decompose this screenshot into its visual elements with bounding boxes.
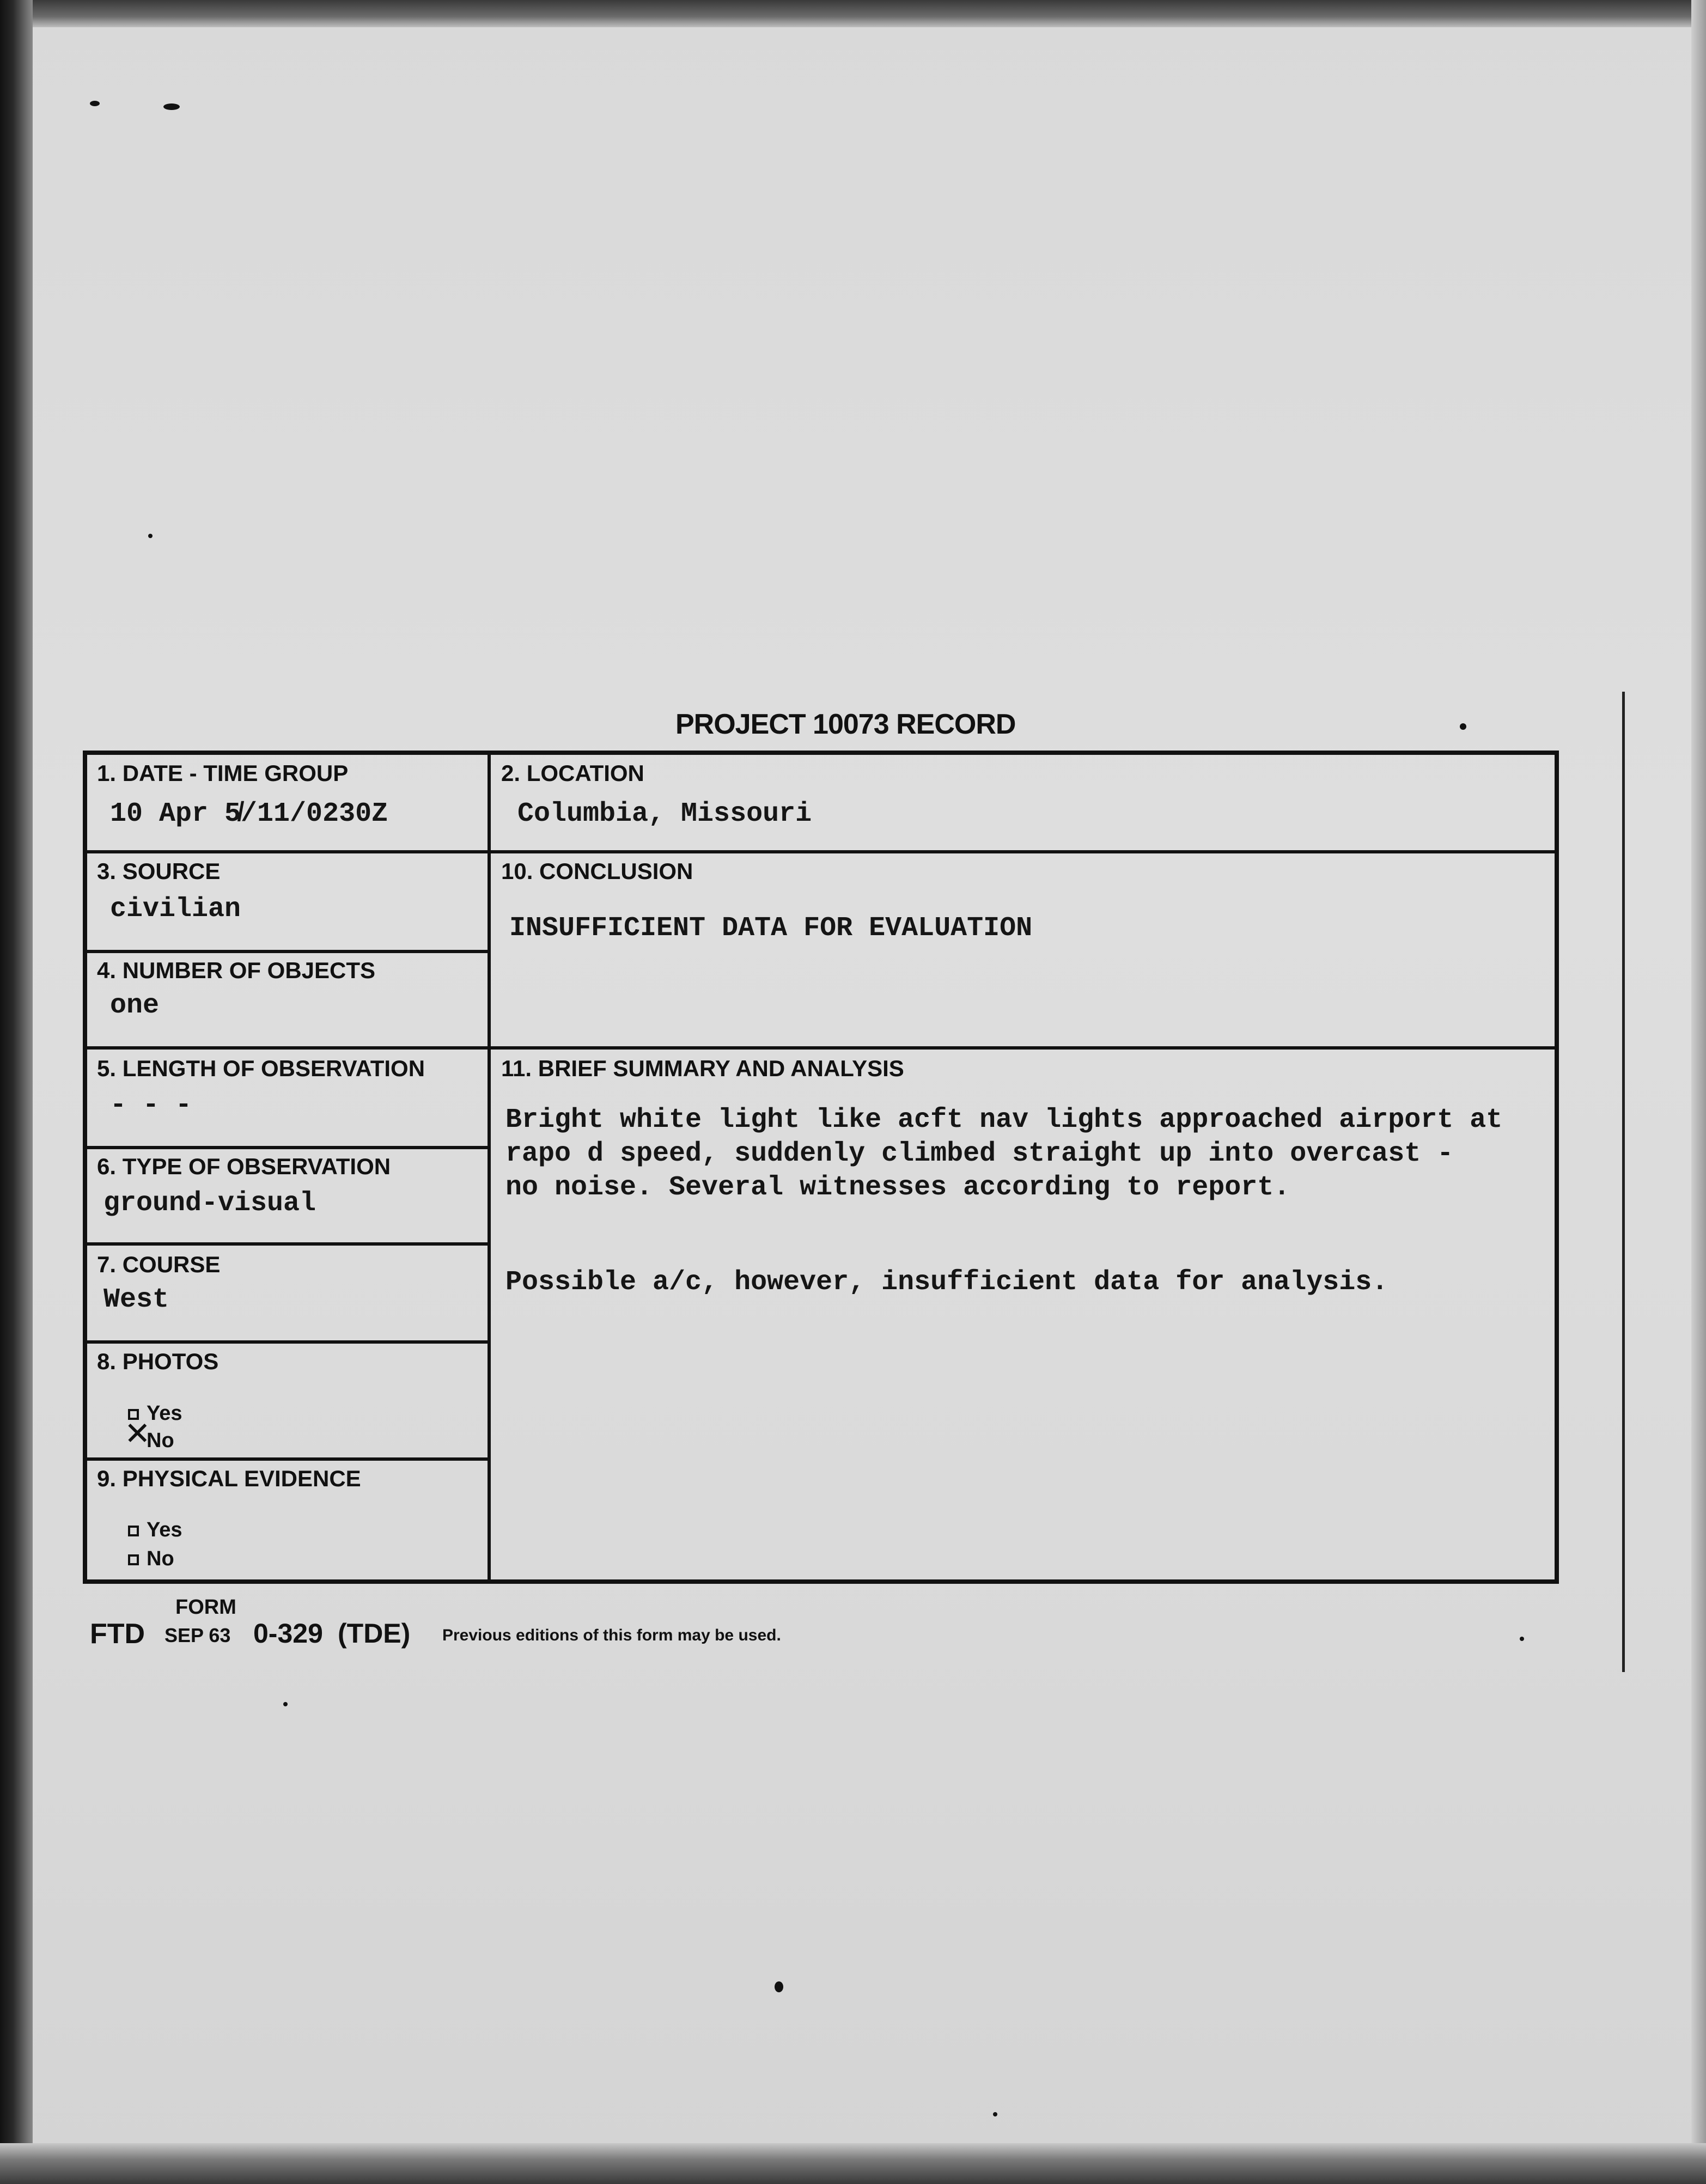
row-divider xyxy=(87,1457,488,1461)
conclusion-value: INSUFFICIENT DATA FOR EVALUATION xyxy=(509,913,1033,944)
location-label: 2. LOCATION xyxy=(501,760,644,786)
scan-speck xyxy=(163,103,180,110)
summary-line: no noise. Several witnesses according to report. xyxy=(505,1172,1290,1203)
scan-speck xyxy=(1460,723,1466,730)
column-divider xyxy=(488,755,491,1579)
footer-note: Previous editions of this form may be used. xyxy=(442,1626,781,1644)
number-of-objects-value: one xyxy=(110,990,160,1021)
course-label: 7. COURSE xyxy=(97,1252,221,1277)
scan-top-border xyxy=(0,0,1706,27)
footer-form-word: FORM xyxy=(175,1596,236,1619)
summary-label: 11. BRIEF SUMMARY AND ANALYSIS xyxy=(501,1056,904,1081)
type-of-observation-label: 6. TYPE OF OBSERVATION xyxy=(97,1154,391,1179)
summary-line: rapo d speed, suddenly climbed straight up into overcast - xyxy=(505,1138,1454,1169)
footer-office: (TDE) xyxy=(338,1618,411,1649)
source-value: civilian xyxy=(110,894,241,925)
scan-speck xyxy=(993,2112,997,2116)
scan-speck xyxy=(775,1981,783,1992)
conclusion-label: 10. CONCLUSION xyxy=(501,858,693,884)
footer-date: SEP 63 xyxy=(164,1624,231,1646)
location-value: Columbia, Missouri xyxy=(517,798,812,829)
date-time-group-label: 1. DATE - TIME GROUP xyxy=(97,760,349,786)
row-divider xyxy=(87,850,1555,853)
number-of-objects-label: 4. NUMBER OF OBJECTS xyxy=(97,957,376,983)
physical-evidence-no-option[interactable] xyxy=(128,1547,174,1571)
checked-x-icon: ✕ xyxy=(124,1415,151,1452)
row-divider xyxy=(87,1340,488,1344)
length-of-observation-label: 5. LENGTH OF OBSERVATION xyxy=(97,1056,425,1081)
scan-speck xyxy=(283,1702,288,1706)
footer-ftd: FTD xyxy=(90,1618,145,1650)
record-form xyxy=(83,751,1559,1584)
physical-evidence-label: 9. PHYSICAL EVIDENCE xyxy=(97,1466,361,1491)
photos-yes-label: Yes xyxy=(147,1402,182,1425)
scan-speck xyxy=(1520,1637,1524,1641)
length-of-observation-value: - - - xyxy=(110,1090,192,1121)
source-label: 3. SOURCE xyxy=(97,858,221,884)
form-title: PROJECT 10073 RECORD xyxy=(675,709,1016,740)
summary-line: Bright white light like acft nav lights approached airport at xyxy=(505,1105,1503,1136)
course-value: West xyxy=(103,1284,169,1315)
physical-evidence-no-label: No xyxy=(147,1547,174,1570)
date-time-group-value: 10 Apr 5̸/11/0230Z xyxy=(110,798,388,829)
row-divider xyxy=(87,1146,488,1149)
checkbox-icon xyxy=(128,1554,139,1565)
photos-no-label: No xyxy=(147,1429,174,1452)
physical-evidence-yes-option[interactable] xyxy=(128,1518,182,1542)
scan-bottom-border xyxy=(0,2143,1706,2184)
photos-label: 8. PHOTOS xyxy=(97,1349,219,1374)
physical-evidence-yes-label: Yes xyxy=(147,1518,182,1541)
scan-speck xyxy=(148,534,153,538)
scan-speck xyxy=(90,101,100,106)
type-of-observation-value: ground-visual xyxy=(103,1188,316,1219)
summary-line: Possible a/c, however, insufficient data for analysis. xyxy=(505,1267,1388,1298)
footer-form-number: 0-329 xyxy=(253,1618,323,1649)
scan-right-border xyxy=(1691,0,1706,2184)
row-divider xyxy=(87,1242,488,1246)
checkbox-icon xyxy=(128,1526,139,1536)
row-divider xyxy=(87,1046,1555,1050)
row-divider xyxy=(87,950,488,953)
summary-text xyxy=(505,1103,1540,1300)
scan-margin-line xyxy=(1622,692,1625,1672)
scan-left-border xyxy=(0,0,33,2184)
